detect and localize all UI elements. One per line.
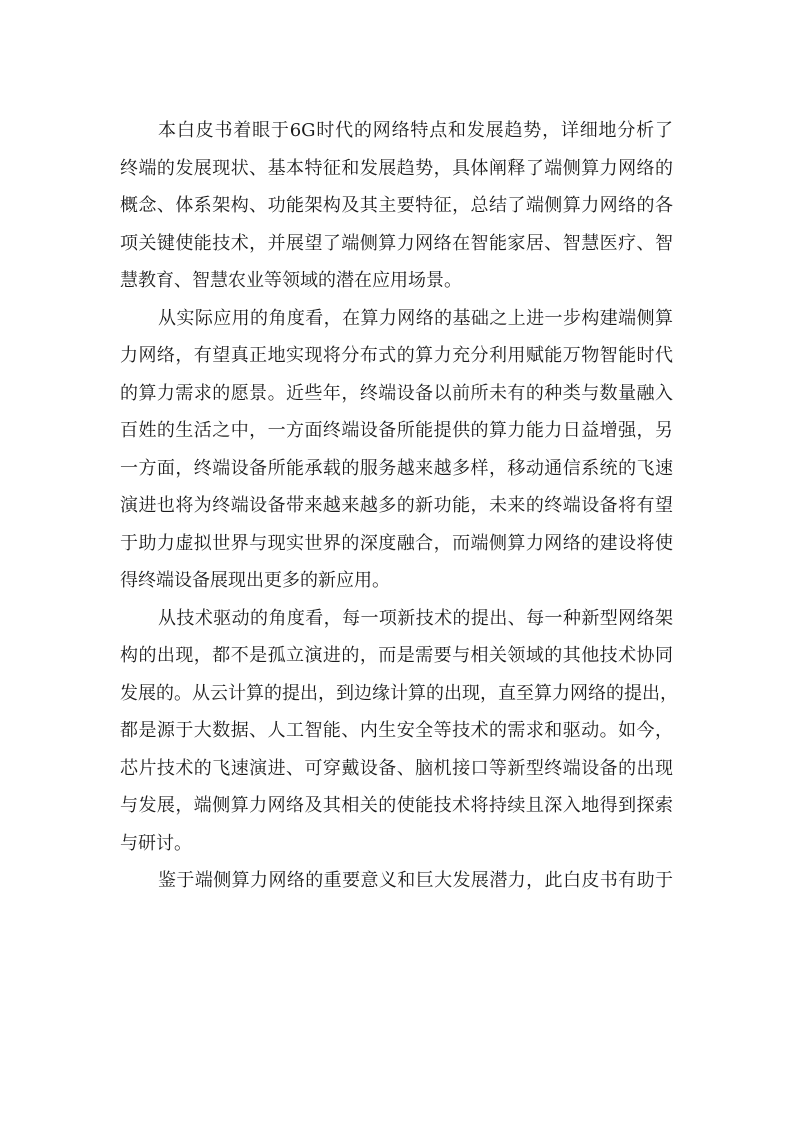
text-line: 鉴于端侧算力网络的重要意义和巨大发展潜力，此白皮书有助于 bbox=[158, 870, 673, 891]
text-line: 发展的。从云计算的提出，到边缘计算的出现，直至算力网络的提出， bbox=[120, 682, 678, 704]
text-line: 从实际应用的角度看，在算力网络的基础之上进一步构建端侧算 bbox=[158, 307, 673, 329]
text-line: 本白皮书着眼于6G时代的网络特点和发展趋势，详细地分析了 bbox=[158, 120, 673, 141]
paragraph-3 bbox=[120, 600, 678, 863]
text-line: 百姓的生活之中，一方面终端设备所能提供的算力能力日益增强，另 bbox=[120, 420, 673, 441]
text-line: 都是源于大数据、人工智能、内生安全等技术的需求和驱动。如今， bbox=[120, 720, 673, 741]
text-line: 于助力虚拟世界与现实世界的深度融合，而端侧算力网络的建设将使 bbox=[120, 532, 673, 554]
text-line: 得终端设备展现出更多的新应用。 bbox=[120, 570, 390, 591]
paragraph-4 bbox=[120, 862, 673, 900]
text-line: 项关键使能技术，并展望了端侧算力网络在智能家居、智慧医疗、智 bbox=[120, 232, 673, 254]
text-line: 的算力需求的愿景。近些年，终端设备以前所未有的种类与数量融入 bbox=[120, 382, 673, 404]
text-line: 从技术驱动的角度看，每一项新技术的提出、每一种新型网络架 bbox=[158, 607, 673, 629]
body-text bbox=[120, 112, 678, 900]
paragraph-1 bbox=[120, 112, 673, 300]
text-line: 终端的发展现状、基本特征和发展趋势，具体阐释了端侧算力网络的 bbox=[120, 157, 673, 179]
text-line: 力网络，有望真正地实现将分布式的算力充分利用赋能万物智能时代 bbox=[120, 345, 673, 366]
paragraph-2 bbox=[120, 300, 673, 600]
text-line: 概念、体系架构、功能架构及其主要特征，总结了端侧算力网络的各 bbox=[120, 195, 673, 216]
text-line: 与发展，端侧算力网络及其相关的使能技术将持续且深入地得到探索 bbox=[120, 795, 673, 816]
text-line: 构的出现，都不是孤立演进的，而是需要与相关领域的其他技术协同 bbox=[120, 645, 673, 666]
text-line: 演进也将为终端设备带来越来越多的新功能，未来的终端设备将有望 bbox=[120, 495, 673, 516]
text-line: 慧教育、智慧农业等领域的潜在应用场景。 bbox=[120, 270, 462, 291]
text-line: 一方面，终端设备所能承载的服务越来越多样，移动通信系统的飞速 bbox=[120, 457, 673, 479]
text-line: 与研讨。 bbox=[120, 832, 192, 854]
text-line: 芯片技术的飞速演进、可穿戴设备、脑机接口等新型终端设备的出现 bbox=[120, 757, 673, 779]
